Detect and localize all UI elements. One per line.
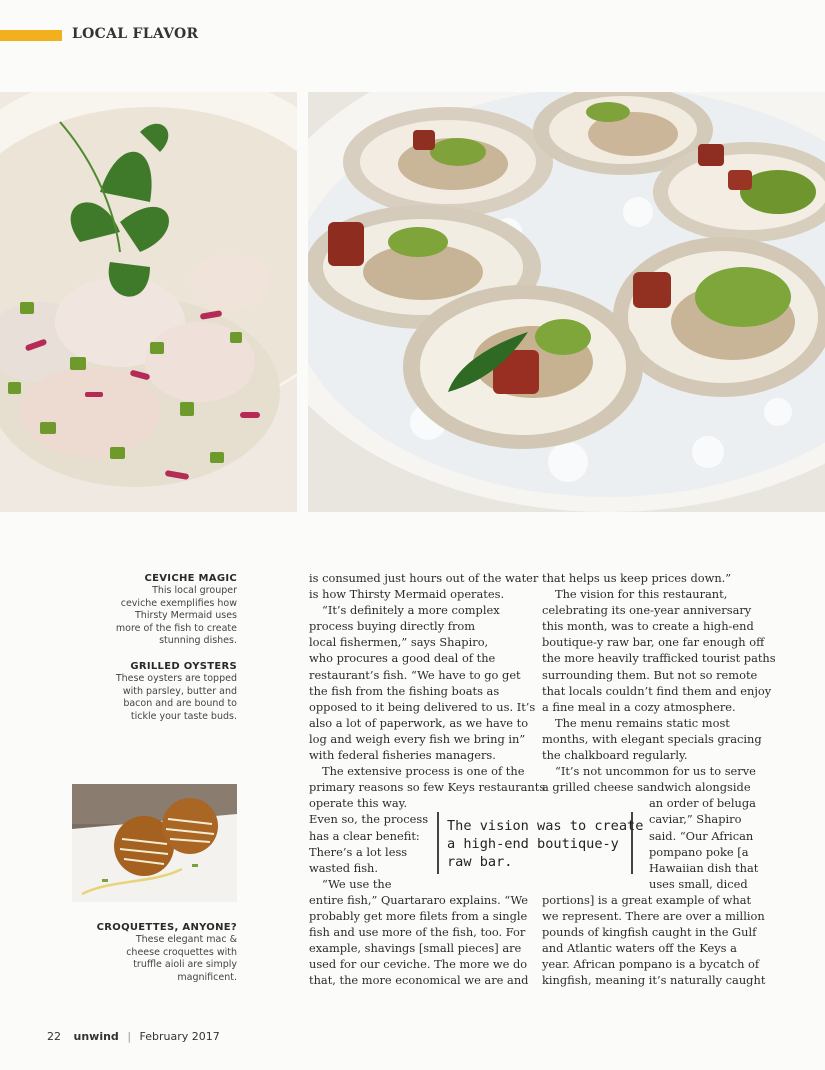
body-line: months, with elegant specials gracing: [542, 731, 762, 746]
body-line: “It’s definitely a more complex: [322, 603, 500, 618]
body-line: The vision for this restaurant,: [555, 587, 728, 602]
page-number: 22: [47, 1030, 61, 1043]
caption-line: stunning dishes.: [159, 635, 237, 647]
caption-line: This local grouper: [152, 585, 237, 596]
pull-quote-line: a high-end boutique-y: [447, 836, 619, 852]
body-line: we represent. There are over a million: [542, 908, 765, 923]
body-line: boutique-y raw bar, one far enough off: [542, 635, 765, 650]
body-line: also a lot of paperwork, as we have to: [309, 715, 529, 730]
body-line: the fish from the fishing boats as: [309, 683, 500, 698]
body-line: probably get more filets from a single: [309, 908, 528, 923]
caption-line: cheese croquettes with: [126, 946, 237, 958]
body-line: with federal fisheries managers.: [309, 748, 496, 763]
caption-line: ceviche exemplifies how: [120, 597, 237, 609]
body-line: pompano poke [a: [649, 844, 749, 859]
body-line: opposed to it being delivered to us. It’s: [309, 699, 536, 714]
caption-title: CEVICHE MAGIC: [144, 573, 237, 584]
caption-title: CROQUETTES, ANYONE?: [96, 922, 237, 933]
body-line: The menu remains static most: [555, 715, 730, 730]
body-line: year. African pompano is a bycatch of: [542, 957, 760, 972]
body-line: log and weigh every fish we bring in”: [309, 731, 526, 746]
body-line: a fine meal in a cozy atmosphere.: [542, 699, 736, 714]
body-line: that helps us keep prices down.”: [542, 571, 732, 585]
body-line: uses small, diced: [649, 876, 748, 891]
body-line: is how Thirsty Mermaid operates.: [309, 587, 505, 602]
body-line: Even so, the process: [309, 812, 429, 827]
magazine-brand: unwind: [73, 1030, 119, 1043]
body-line: process buying directly from: [309, 619, 476, 634]
caption-line: truffle aioli are simply: [133, 959, 237, 971]
body-line: entire fish,” Quartararo explains. “We: [309, 892, 529, 907]
body-line: “We use the: [322, 876, 392, 891]
caption-line: with parsley, butter and: [122, 685, 237, 697]
body-line: restaurant’s fish. “We have to go get: [309, 667, 521, 682]
body-line: used for our ceviche. The more we do: [309, 957, 528, 972]
body-line: kingfish, meaning it’s naturally caught: [542, 973, 766, 988]
body-line: the more heavily trafficked tourist paths: [542, 651, 776, 666]
croquettes-photo: [72, 784, 237, 902]
body-line: that, the more economical we are and: [309, 973, 529, 988]
body-line: that locals couldn’t find them and enjoy: [542, 683, 772, 698]
section-accent-bar: [0, 30, 62, 41]
section-title: LOCAL FLAVOR: [72, 26, 199, 42]
caption-oysters: [72, 661, 237, 723]
issue-date: February 2017: [139, 1030, 220, 1043]
body-line: this month, was to create a high-end: [542, 619, 754, 634]
body-line: a grilled cheese sandwich alongside: [542, 780, 751, 795]
body-line: operate this way.: [309, 796, 408, 811]
pull-quote: [437, 812, 644, 874]
body-line: the chalkboard regularly.: [542, 748, 688, 763]
body-line: is consumed just hours out of the water: [309, 571, 539, 585]
body-line: portions] is a great example of what: [542, 892, 752, 907]
body-line: who procures a good deal of the: [309, 651, 496, 666]
body-line: fish and use more of the fish, too. For: [309, 925, 526, 940]
body-line: example, shavings [small pieces] are: [309, 941, 522, 956]
caption-line: These oysters are topped: [115, 673, 237, 684]
body-line: an order of beluga: [649, 796, 756, 811]
pull-quote-line: The vision was to create: [447, 818, 644, 834]
caption-croquettes: [72, 922, 237, 984]
body-line: and Atlantic waters off the Keys a: [542, 941, 737, 956]
caption-line: bacon and are bound to: [123, 698, 237, 710]
ceviche-photo: [0, 92, 297, 512]
body-line: celebrating its one-year anniversary: [542, 603, 752, 618]
pull-quote-line: raw bar.: [447, 854, 513, 870]
body-line: said. “Our African: [649, 828, 754, 843]
caption-line: magnificent.: [177, 971, 237, 983]
page-folio: [47, 1030, 220, 1043]
caption-line: tickle your taste buds.: [130, 710, 237, 722]
caption-line: more of the fish to create: [115, 622, 237, 634]
body-line: Hawaiian dish that: [649, 860, 759, 875]
caption-ceviche: [72, 573, 237, 648]
folio-separator: |: [127, 1030, 132, 1043]
body-line: has a clear benefit:: [309, 828, 420, 843]
body-line: There’s a lot less: [309, 844, 408, 859]
body-line: wasted fish.: [309, 860, 379, 875]
body-line: local fishermen,” says Shapiro,: [309, 635, 489, 650]
caption-line: These elegant mac &: [135, 934, 237, 945]
body-line: The extensive process is one of the: [322, 764, 525, 779]
body-line: caviar,” Shapiro: [649, 812, 742, 827]
body-line: surrounding them. But not so remote: [542, 667, 758, 682]
oysters-photo: [308, 92, 825, 512]
caption-line: Thirsty Mermaid uses: [135, 610, 237, 622]
body-line: primary reasons so few Keys restaurants: [309, 780, 546, 795]
article-column-2: [542, 570, 776, 988]
body-line: pounds of kingfish caught in the Gulf: [542, 925, 757, 940]
caption-title: GRILLED OYSTERS: [130, 661, 237, 672]
body-line: “It’s not uncommon for us to serve: [555, 764, 756, 779]
